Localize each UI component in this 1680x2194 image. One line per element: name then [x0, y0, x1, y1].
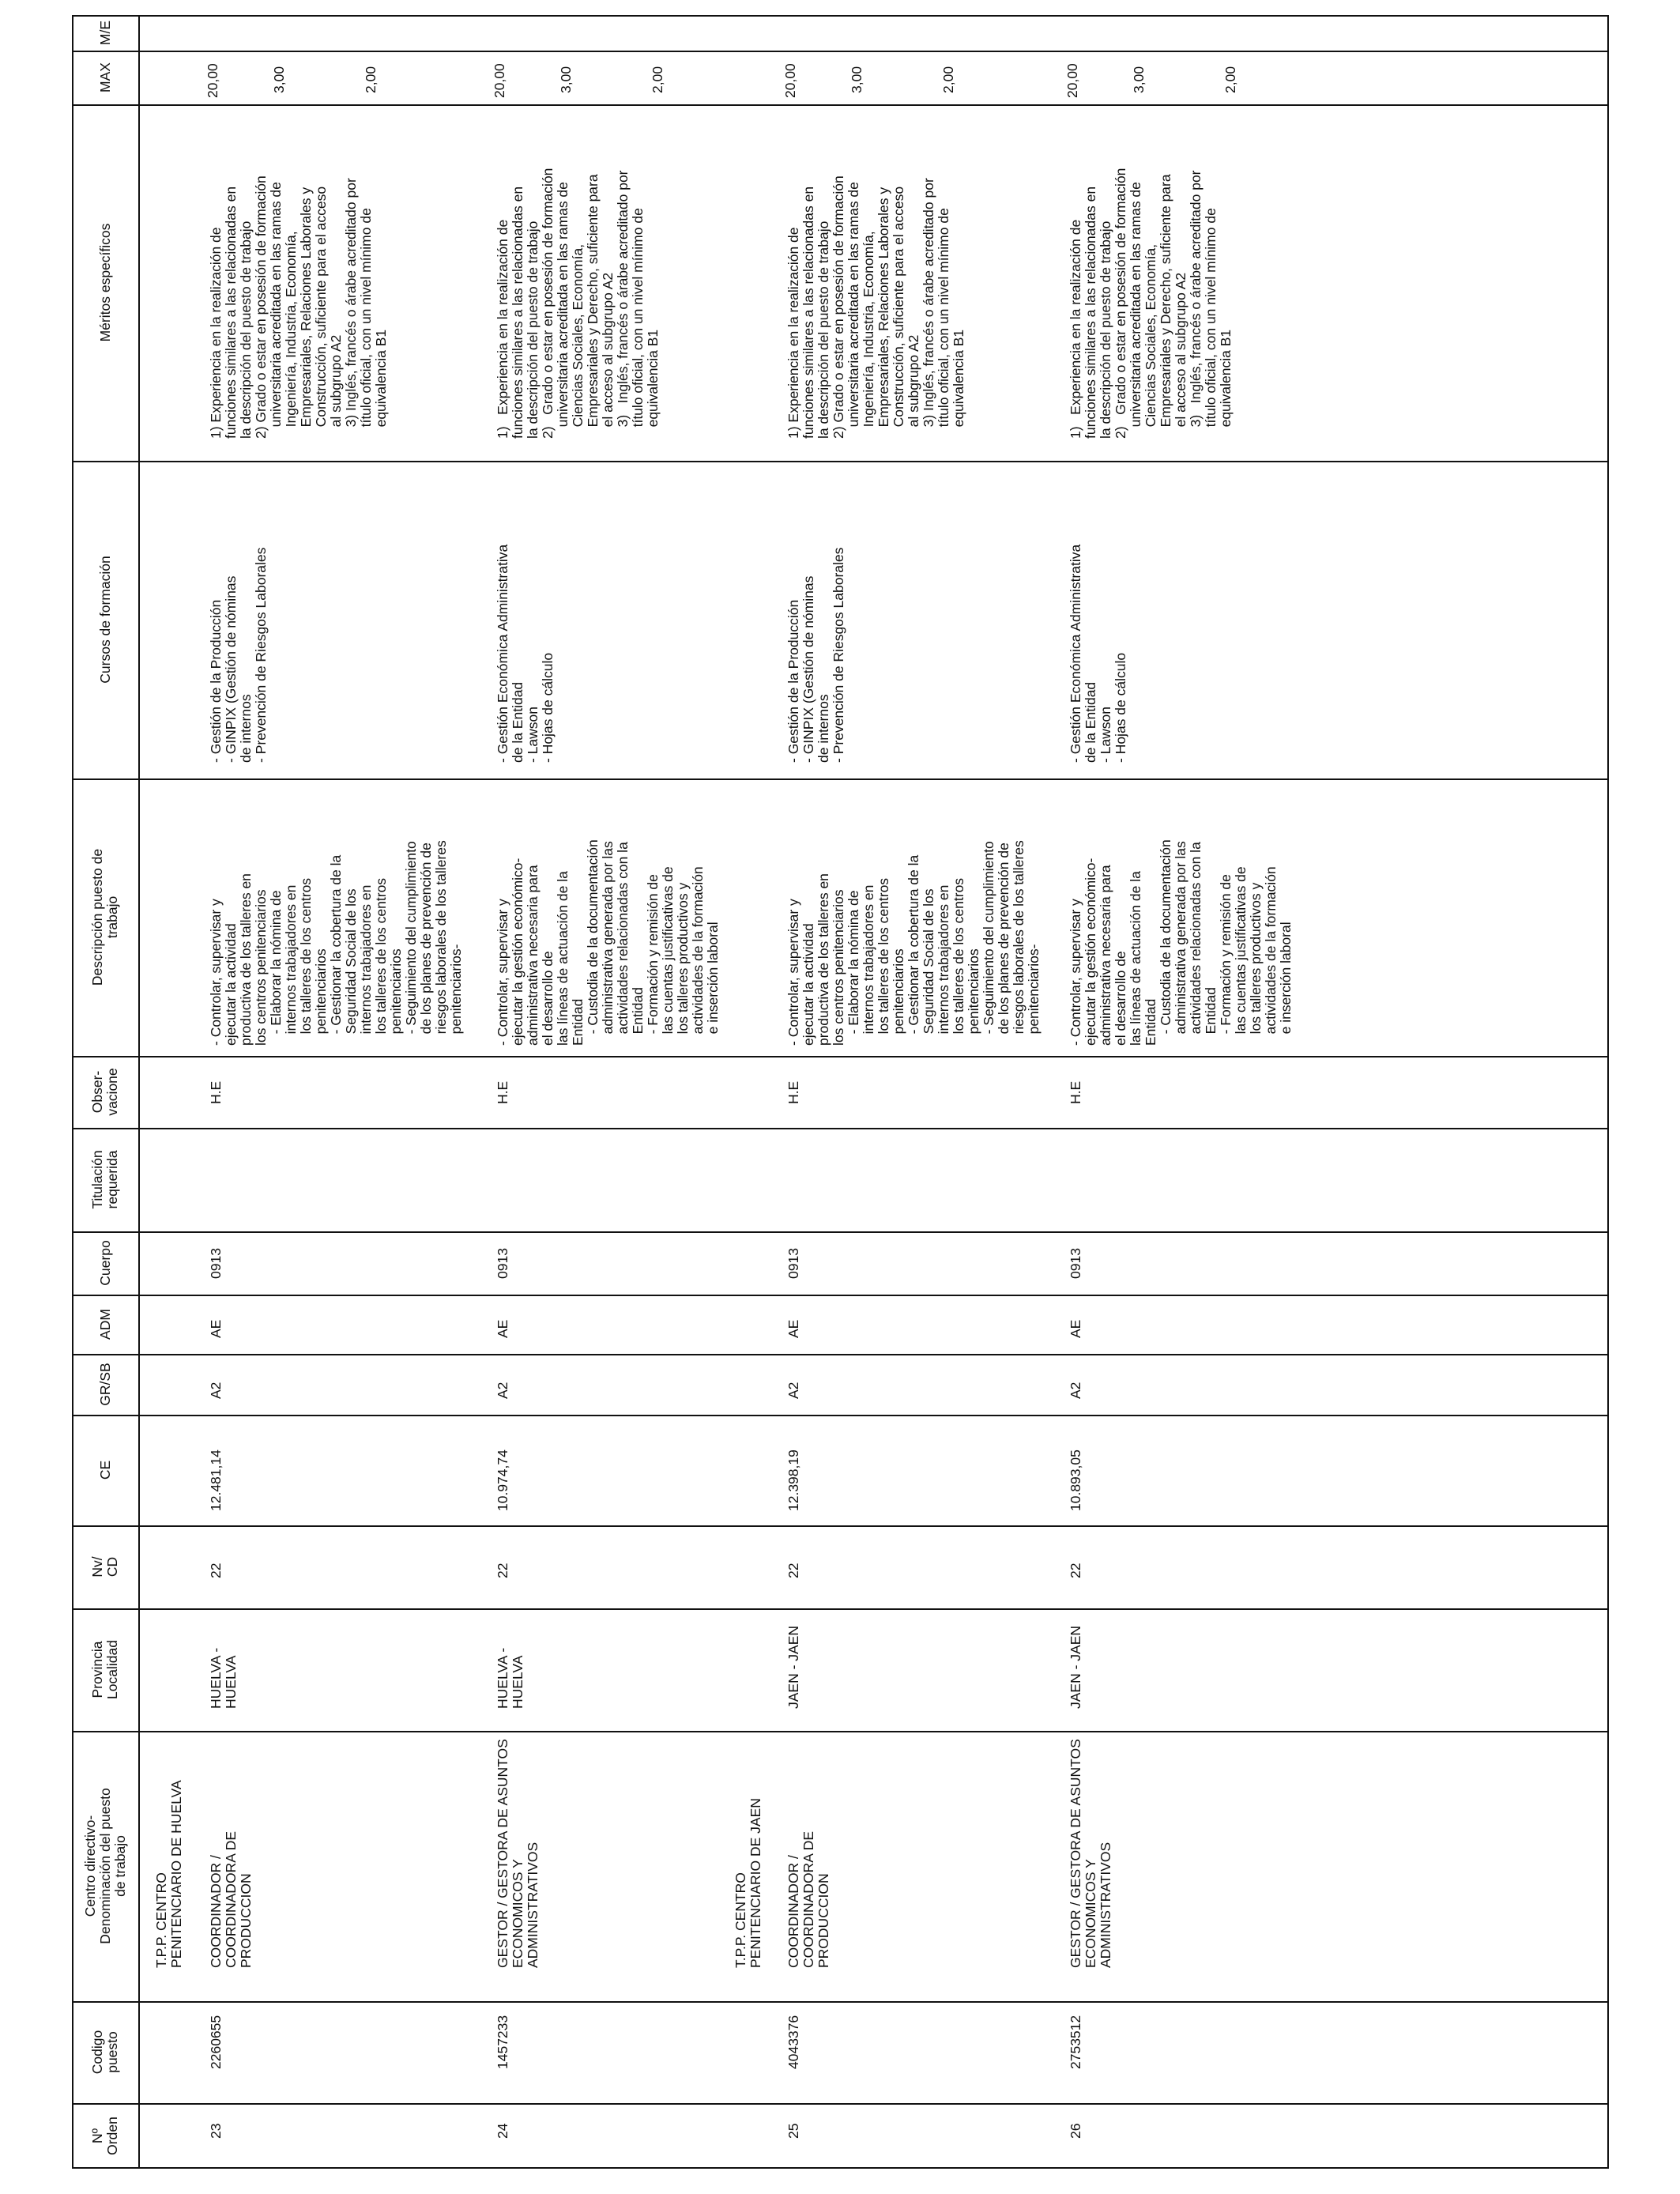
orden-cell: 23	[208, 2123, 224, 2139]
titulacion-column-divider	[72, 1231, 1609, 1233]
observaciones-column-divider	[72, 1128, 1609, 1129]
header-observaciones: Obser- vacione	[89, 1068, 120, 1116]
max-value: 20,00	[782, 63, 798, 98]
descripcion-cell: - Controlar, supervisar y ejecutar la gestión económico- administrativa necesaria para el desarrollo de las líneas de actuación de la Entidad - Custodia de la documentación administrativa generada por las actividades relacionadas con la Entidad - Formación y remisión de las cuentas justificativas de los talleres productivos y actividades de la formación e inserción laboral	[495, 839, 721, 1046]
max-value: 3,00	[558, 66, 574, 93]
descripcion-column-divider	[72, 1056, 1609, 1057]
me-column-divider	[72, 51, 1609, 52]
adm-cell: AE	[495, 1319, 510, 1338]
grsb-column-divider	[72, 1415, 1609, 1416]
header-me: M/E	[96, 20, 113, 46]
observaciones-cell: H.E	[1068, 1080, 1083, 1104]
nivel-cell: 22	[1068, 1563, 1083, 1578]
cursos-cell: - Gestión de la Producción - GINPIX (Gestión de nóminas de internos - Prevención de Riesgos Laborales	[208, 547, 269, 763]
orden-cell: 25	[785, 2123, 801, 2139]
codigo-cell: 2260655	[208, 2015, 224, 2069]
adm-column-divider	[72, 1354, 1609, 1355]
header-titulacion: Titulación requerida	[89, 1150, 120, 1209]
meritos-cell: 1) Experiencia en la realización de funciones similares a las relacionadas en la descripción del puesto de trabajo 2) Grado o estar en posesión de formación universitaria acreditada en las ramas de Ciencias Sociales, Economía, Empresariales y Derecho, suficiente para el acceso al subgrupo A2 3) Inglés, francés o árabe acreditado por título oficial, con un nivel mínimo de equivalencia B1	[1068, 168, 1234, 439]
header-meritos: Méritos específicos	[96, 223, 113, 342]
header-descripcion: Descripción puesto de trabajo	[89, 848, 120, 986]
max-value: 20,00	[205, 63, 220, 98]
centro-heading: T.P.P. CENTRO PENITENCIARIO DE JAEN	[733, 1798, 763, 1968]
header-centro: Centro directivo- Denominación del puesto de trabajo	[81, 1788, 128, 1944]
meritos-cell: 1) Experiencia en la realización de funciones similares a las relacionadas en la descripción del puesto de trabajo 2) Grado o estar en posesión de formación universitaria acreditada en las ramas de Ingeniería, Industria, Economía, Empresariales, Relaciones Laborales y Construcción, suficiente para el acceso al subgrupo A2 3) Inglés, francés o árabe acreditado por título oficial, con un nivel mínimo de equivalencia B1	[785, 175, 966, 439]
header-divider	[138, 15, 140, 2169]
meritos-cell: 1) Experiencia en la realización de funciones similares a las relacionadas en la descripción del puesto de trabajo 2) Grado o estar en posesión de formación universitaria acreditada en las ramas de Ciencias Sociales, Economía, Empresariales y Derecho, suficiente para el acceso al subgrupo A2 3) Inglés, francés o árabe acreditado por título oficial, con un nivel mínimo de equivalencia B1	[495, 168, 661, 439]
header-nivel: Nv/ CD	[89, 1556, 120, 1578]
cuerpo-cell: 0913	[495, 1248, 510, 1279]
grsb-cell: A2	[495, 1382, 510, 1399]
provincia-cell: HUELVA - HUELVA	[495, 1647, 525, 1709]
meritos-cell: 1) Experiencia en la realización de funciones similares a las relacionadas en la descripción del puesto de trabajo 2) Grado o estar en posesión de formación universitaria acreditada en las ramas de Ingeniería, Industria, Economía, Empresariales, Relaciones Laborales y Construcción, suficiente para el acceso al subgrupo A2 3) Inglés, francés o árabe acreditado por título oficial, con un nivel mínimo de equivalencia B1	[208, 175, 389, 439]
max-value: 2,00	[1222, 66, 1238, 93]
orden-cell: 24	[495, 2123, 510, 2139]
grsb-cell: A2	[208, 1382, 224, 1399]
adm-cell: AE	[1068, 1319, 1083, 1338]
grsb-cell: A2	[785, 1382, 801, 1399]
header-grsb: GR/SB	[96, 1363, 113, 1406]
max-value: 20,00	[1064, 63, 1080, 98]
ce-cell: 10.893,05	[1068, 1449, 1083, 1511]
cuerpo-cell: 0913	[785, 1248, 801, 1279]
nivel-cell: 22	[785, 1563, 801, 1578]
nivel-cell: 22	[208, 1563, 224, 1578]
observaciones-cell: H.E	[495, 1080, 510, 1104]
grsb-cell: A2	[1068, 1382, 1083, 1399]
cuerpo-column-divider	[72, 1295, 1609, 1296]
denominacion-cell: GESTOR / GESTORA DE ASUNTOS ECONOMICOS Y ADMINISTRATIVOS	[495, 1739, 541, 1968]
centro-column-divider	[72, 2001, 1609, 2003]
max-value: 3,00	[271, 66, 287, 93]
header-provincia: Provincia Localidad	[89, 1640, 120, 1699]
header-adm: ADM	[96, 1309, 113, 1340]
header-ce: CE	[96, 1460, 113, 1480]
denominacion-cell: COORDINADOR / COORDINADORA DE PRODUCCION	[208, 1830, 254, 1968]
max-value: 2,00	[363, 66, 379, 93]
header-codigo: Codigo puesto	[89, 2030, 120, 2075]
observaciones-cell: H.E	[785, 1080, 801, 1104]
codigo-cell: 2753512	[1068, 2015, 1083, 2069]
cuerpo-cell: 0913	[1068, 1248, 1083, 1279]
centro-heading: T.P.P. CENTRO PENITENCIARIO DE HUELVA	[153, 1780, 184, 1968]
denominacion-cell: COORDINADOR / COORDINADORA DE PRODUCCION	[785, 1830, 831, 1968]
descripcion-cell: - Controlar, supervisar y ejecutar la actividad productiva de los talleres en los centros penitenciarios - Elaborar la nómina de internos trabajadores en los talleres de los centros penitenciarios - Gestionar la cobertura de la Seguridad Social de los internos trabajadores en los talleres de los centros penitenciarios - Seguimiento del cumplimiento de los planes de prevención de riesgos laborales de los talleres penitenciarios-	[208, 840, 464, 1046]
ce-cell: 10.974,74	[495, 1449, 510, 1511]
cursos-cell: - Gestión Económica Administrativa de la Entidad - Lawson - Hojas de cálculo	[495, 544, 556, 763]
adm-cell: AE	[208, 1319, 224, 1338]
cursos-cell: - Gestión Económica Administrativa de la Entidad - Lawson - Hojas de cálculo	[1068, 544, 1128, 763]
header-max: MAX	[96, 62, 113, 92]
cursos-cell: - Gestión de la Producción - GINPIX (Gestión de nóminas de internos - Prevención de Riesgos Laborales	[785, 547, 846, 763]
codigo-cell: 4043376	[785, 2015, 801, 2069]
provincia-cell: HUELVA - HUELVA	[208, 1647, 239, 1709]
ce-cell: 12.481,14	[208, 1449, 224, 1511]
adm-cell: AE	[785, 1319, 801, 1338]
descripcion-cell: - Controlar, supervisar y ejecutar la gestión económico- administrativa necesaria para el desarrollo de las líneas de actuación de la Entidad - Custodia de la documentación administrativa generada por las actividades relacionadas con la Entidad - Formación y remisión de las cuentas justificativas de los talleres productivos y actividades de la formación e inserción laboral	[1068, 839, 1294, 1046]
max-value: 20,00	[492, 63, 507, 98]
provincia-cell: JAEN - JAEN	[785, 1625, 801, 1709]
header-cursos: Cursos de formación	[96, 556, 113, 684]
max-value: 2,00	[650, 66, 665, 93]
codigo-column-divider	[72, 2103, 1609, 2105]
observaciones-cell: H.E	[208, 1080, 224, 1104]
header-orden: Nº Orden	[89, 2117, 120, 2155]
orden-cell: 26	[1068, 2123, 1083, 2139]
max-value: 3,00	[1131, 66, 1147, 93]
ce-cell: 12.398,19	[785, 1449, 801, 1511]
descripcion-cell: - Controlar, supervisar y ejecutar la actividad productiva de los talleres en los centros penitenciarios - Elaborar la nómina de internos trabajadores en los talleres de los centros penitenciarios - Gestionar la cobertura de la Seguridad Social de los internos trabajadores en los talleres de los centros penitenciarios - Seguimiento del cumplimiento de los planes de prevención de riesgos laborales de los talleres penitenciarios-	[785, 840, 1042, 1046]
denominacion-cell: GESTOR / GESTORA DE ASUNTOS ECONOMICOS Y ADMINISTRATIVOS	[1068, 1739, 1113, 1968]
nivel-cell: 22	[495, 1563, 510, 1578]
ce-column-divider	[72, 1525, 1609, 1527]
provincia-column-divider	[72, 1731, 1609, 1732]
header-cuerpo: Cuerpo	[96, 1240, 113, 1286]
nivel-column-divider	[72, 1608, 1609, 1610]
max-value: 3,00	[849, 66, 864, 93]
cuerpo-cell: 0913	[208, 1248, 224, 1279]
codigo-cell: 1457233	[495, 2015, 510, 2069]
max-value: 2,00	[940, 66, 956, 93]
provincia-cell: JAEN - JAEN	[1068, 1625, 1083, 1709]
